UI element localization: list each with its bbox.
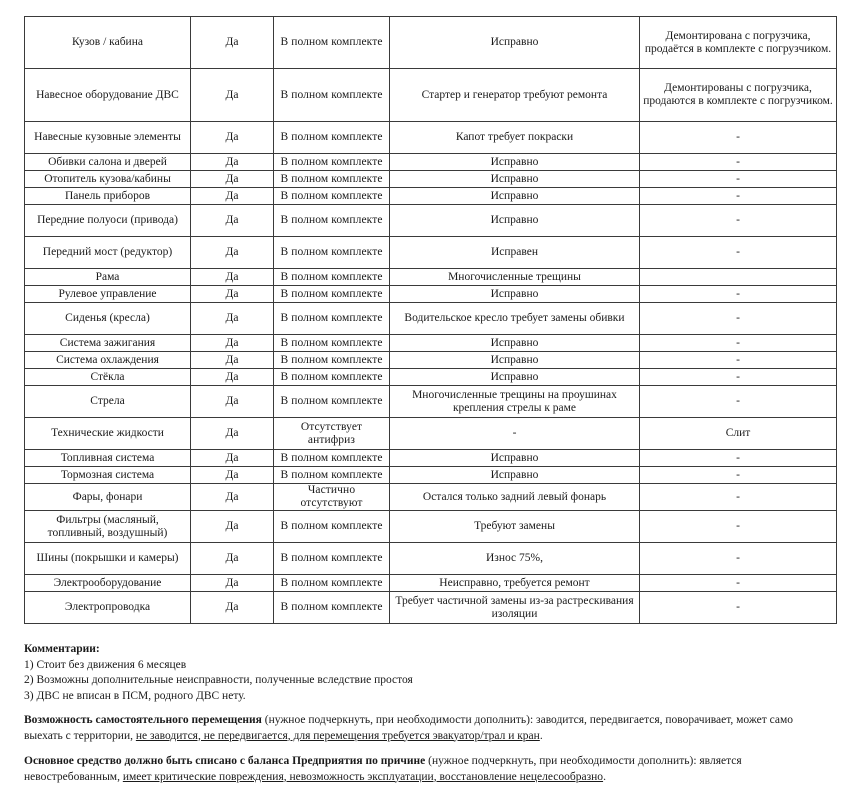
presence-cell: Да: [191, 154, 274, 171]
condition-cell: Требуют замены: [390, 511, 640, 543]
table-row: [25, 188, 837, 205]
item-name-cell: Рулевое управление: [25, 286, 191, 303]
table-row: [25, 286, 837, 303]
item-name-cell: Передний мост (редуктор): [25, 237, 191, 269]
item-name-cell: Обивки салона и дверей: [25, 154, 191, 171]
note-cell: -: [640, 386, 837, 418]
presence-cell: Да: [191, 467, 274, 484]
item-name-cell: Фильтры (масляный, топливный, воздушный): [25, 511, 191, 543]
table-row: [25, 335, 837, 352]
note-cell: -: [640, 511, 837, 543]
completeness-cell: В полном комплекте: [274, 122, 390, 154]
presence-cell: Да: [191, 69, 274, 122]
presence-cell: Да: [191, 237, 274, 269]
presence-cell: Да: [191, 450, 274, 467]
table-row: [25, 303, 837, 335]
completeness-cell: Отсутствует антифриз: [274, 418, 390, 450]
item-name-cell: Электрооборудование: [25, 575, 191, 592]
note-cell: -: [640, 467, 837, 484]
table-row: [25, 418, 837, 450]
completeness-cell: В полном комплекте: [274, 269, 390, 286]
item-name-cell: Технические жидкости: [25, 418, 191, 450]
condition-cell: Исправно: [390, 369, 640, 386]
table-row: [25, 592, 837, 624]
notes-section: [24, 642, 834, 785]
condition-cell: Износ 75%,: [390, 543, 640, 575]
completeness-cell: В полном комплекте: [274, 286, 390, 303]
table-row: [25, 543, 837, 575]
completeness-cell: В полном комплекте: [274, 450, 390, 467]
movement-paragraph: Возможность самостоятельного перемещения (нужное подчеркнуть, при необходимости дополнить): заводится, передвигается, поворачивает, может само выехать с территории, не заводится, не передвигается, для перемещения требуется эвакуатор/трал и кран.: [24, 714, 794, 742]
movement-selected: не заводится, не передвигается, для перемещения требуется эвакуатор/трал и кран: [135, 729, 540, 742]
condition-cell: Водительское кресло требует замены обивки: [390, 303, 640, 335]
table-row: [25, 467, 837, 484]
table-row: [25, 386, 837, 418]
completeness-cell: В полном комплекте: [274, 303, 390, 335]
completeness-cell: В полном комплекте: [274, 592, 390, 624]
note-cell: -: [640, 171, 837, 188]
completeness-cell: Частично отсутствуют: [274, 484, 390, 511]
item-name-cell: Сиденья (кресла): [25, 303, 191, 335]
table-row: [25, 122, 837, 154]
condition-cell: Исправен: [390, 237, 640, 269]
comment-item: 2) Возможны дополнительные неисправности, полученные вследствие простоя: [24, 674, 413, 686]
note-cell: -: [640, 303, 837, 335]
note-cell: -: [640, 286, 837, 303]
presence-cell: Да: [191, 188, 274, 205]
item-name-cell: Рама: [25, 269, 191, 286]
note-cell: -: [640, 188, 837, 205]
presence-cell: Да: [191, 122, 274, 154]
item-name-cell: Передние полуоси (привода): [25, 205, 191, 237]
note-cell: -: [640, 450, 837, 467]
table-row: [25, 171, 837, 188]
presence-cell: Да: [191, 386, 274, 418]
note-cell: -: [640, 335, 837, 352]
item-name-cell: Отопитель кузова/кабины: [25, 171, 191, 188]
completeness-cell: В полном комплекте: [274, 171, 390, 188]
item-name-cell: Электропроводка: [25, 592, 191, 624]
presence-cell: Да: [191, 592, 274, 624]
note-cell: Слит: [640, 418, 837, 450]
table-row: [25, 450, 837, 467]
condition-cell: Остался только задний левый фонарь: [390, 484, 640, 511]
inspection-table: [24, 16, 837, 624]
table-row: [25, 484, 837, 511]
note-cell: [640, 269, 837, 286]
table-row: [25, 369, 837, 386]
note-cell: Демонтированы с погрузчика, продаются в комплекте с погрузчиком.: [640, 69, 837, 122]
item-name-cell: Система охлаждения: [25, 352, 191, 369]
item-name-cell: Шины (покрышки и камеры): [25, 543, 191, 575]
presence-cell: Да: [191, 17, 274, 69]
presence-cell: Да: [191, 484, 274, 511]
presence-cell: Да: [191, 511, 274, 543]
completeness-cell: В полном комплекте: [274, 511, 390, 543]
condition-cell: Исправно: [390, 188, 640, 205]
note-cell: -: [640, 575, 837, 592]
presence-cell: Да: [191, 543, 274, 575]
condition-cell: Исправно: [390, 467, 640, 484]
note-cell: -: [640, 237, 837, 269]
movement-hint: (нужное подчеркнуть, при необходимости дополнить): заводится, передвигается, поворачивает, может само выехать с территории,: [24, 714, 794, 742]
table-row: [25, 511, 837, 543]
completeness-cell: В полном комплекте: [274, 386, 390, 418]
completeness-cell: В полном комплекте: [274, 467, 390, 484]
completeness-cell: В полном комплекте: [274, 335, 390, 352]
condition-cell: Исправно: [390, 335, 640, 352]
condition-cell: Исправно: [390, 352, 640, 369]
presence-cell: Да: [191, 575, 274, 592]
table-row: [25, 154, 837, 171]
presence-cell: Да: [191, 205, 274, 237]
writeoff-hint: (нужное подчеркнуть, при необходимости дополнить): является невостребованным,: [24, 755, 742, 783]
note-cell: -: [640, 352, 837, 369]
table-row: [25, 352, 837, 369]
item-name-cell: Стрела: [25, 386, 191, 418]
completeness-cell: В полном комплекте: [274, 575, 390, 592]
completeness-cell: В полном комплекте: [274, 205, 390, 237]
writeoff-label: Основное средство должно быть списано с баланса Предприятия по причине: [24, 755, 426, 767]
completeness-cell: В полном комплекте: [274, 188, 390, 205]
condition-cell: Исправно: [390, 205, 640, 237]
item-name-cell: Система зажигания: [25, 335, 191, 352]
writeoff-selected: имеет критические повреждения, невозможность эксплуатации, восстановление нецелесообразно: [122, 770, 604, 783]
item-name-cell: Кузов / кабина: [25, 17, 191, 69]
condition-cell: Исправно: [390, 154, 640, 171]
presence-cell: Да: [191, 303, 274, 335]
condition-cell: Многочисленные трещины: [390, 269, 640, 286]
note-cell: -: [640, 154, 837, 171]
presence-cell: Да: [191, 171, 274, 188]
completeness-cell: В полном комплекте: [274, 352, 390, 369]
table-row: [25, 237, 837, 269]
condition-cell: Многочисленные трещины на проушинах крепления стрелы к раме: [390, 386, 640, 418]
completeness-cell: В полном комплекте: [274, 369, 390, 386]
note-cell: -: [640, 205, 837, 237]
writeoff-paragraph: Основное средство должно быть списано с баланса Предприятия по причине (нужное подчеркнуть, при необходимости дополнить): является невостребованным, имеет критические повреждения, невозможность эксплуатации, восстановление нецелесообразно.: [24, 755, 742, 783]
item-name-cell: Тормозная система: [25, 467, 191, 484]
note-cell: -: [640, 369, 837, 386]
item-name-cell: Панель приборов: [25, 188, 191, 205]
table-row: [25, 575, 837, 592]
item-name-cell: Навесное оборудование ДВС: [25, 69, 191, 122]
presence-cell: Да: [191, 286, 274, 303]
item-name-cell: Стёкла: [25, 369, 191, 386]
note-cell: -: [640, 543, 837, 575]
presence-cell: Да: [191, 352, 274, 369]
item-name-cell: Фары, фонари: [25, 484, 191, 511]
condition-cell: Стартер и генератор требуют ремонта: [390, 69, 640, 122]
presence-cell: Да: [191, 418, 274, 450]
note-cell: -: [640, 484, 837, 511]
table-row: [25, 205, 837, 237]
completeness-cell: В полном комплекте: [274, 17, 390, 69]
presence-cell: Да: [191, 269, 274, 286]
presence-cell: Да: [191, 369, 274, 386]
condition-cell: Исправно: [390, 171, 640, 188]
item-name-cell: Топливная система: [25, 450, 191, 467]
comments-heading: Комментарии:: [24, 643, 100, 655]
movement-label: Возможность самостоятельного перемещения: [24, 714, 262, 726]
item-name-cell: Навесные кузовные элементы: [25, 122, 191, 154]
condition-cell: Исправно: [390, 286, 640, 303]
condition-cell: Исправно: [390, 450, 640, 467]
completeness-cell: В полном комплекте: [274, 69, 390, 122]
table-row: [25, 69, 837, 122]
note-cell: Демонтирована с погрузчика, продаётся в комплекте с погрузчиком.: [640, 17, 837, 69]
comment-item: 3) ДВС не вписан в ПСМ, родного ДВС нету.: [24, 689, 246, 702]
condition-cell: Исправно: [390, 17, 640, 69]
condition-cell: -: [390, 418, 640, 450]
condition-cell: Неисправно, требуется ремонт: [390, 575, 640, 592]
completeness-cell: В полном комплекте: [274, 237, 390, 269]
note-cell: -: [640, 592, 837, 624]
completeness-cell: В полном комплекте: [274, 543, 390, 575]
condition-cell: Капот требует покраски: [390, 122, 640, 154]
comment-item: 1) Стоит без движения 6 месяцев: [24, 658, 187, 671]
note-cell: -: [640, 122, 837, 154]
condition-cell: Требует частичной замены из-за растрескивания изоляции: [390, 592, 640, 624]
completeness-cell: В полном комплекте: [274, 154, 390, 171]
table-row: [25, 269, 837, 286]
presence-cell: Да: [191, 335, 274, 352]
table-row: [25, 17, 837, 69]
